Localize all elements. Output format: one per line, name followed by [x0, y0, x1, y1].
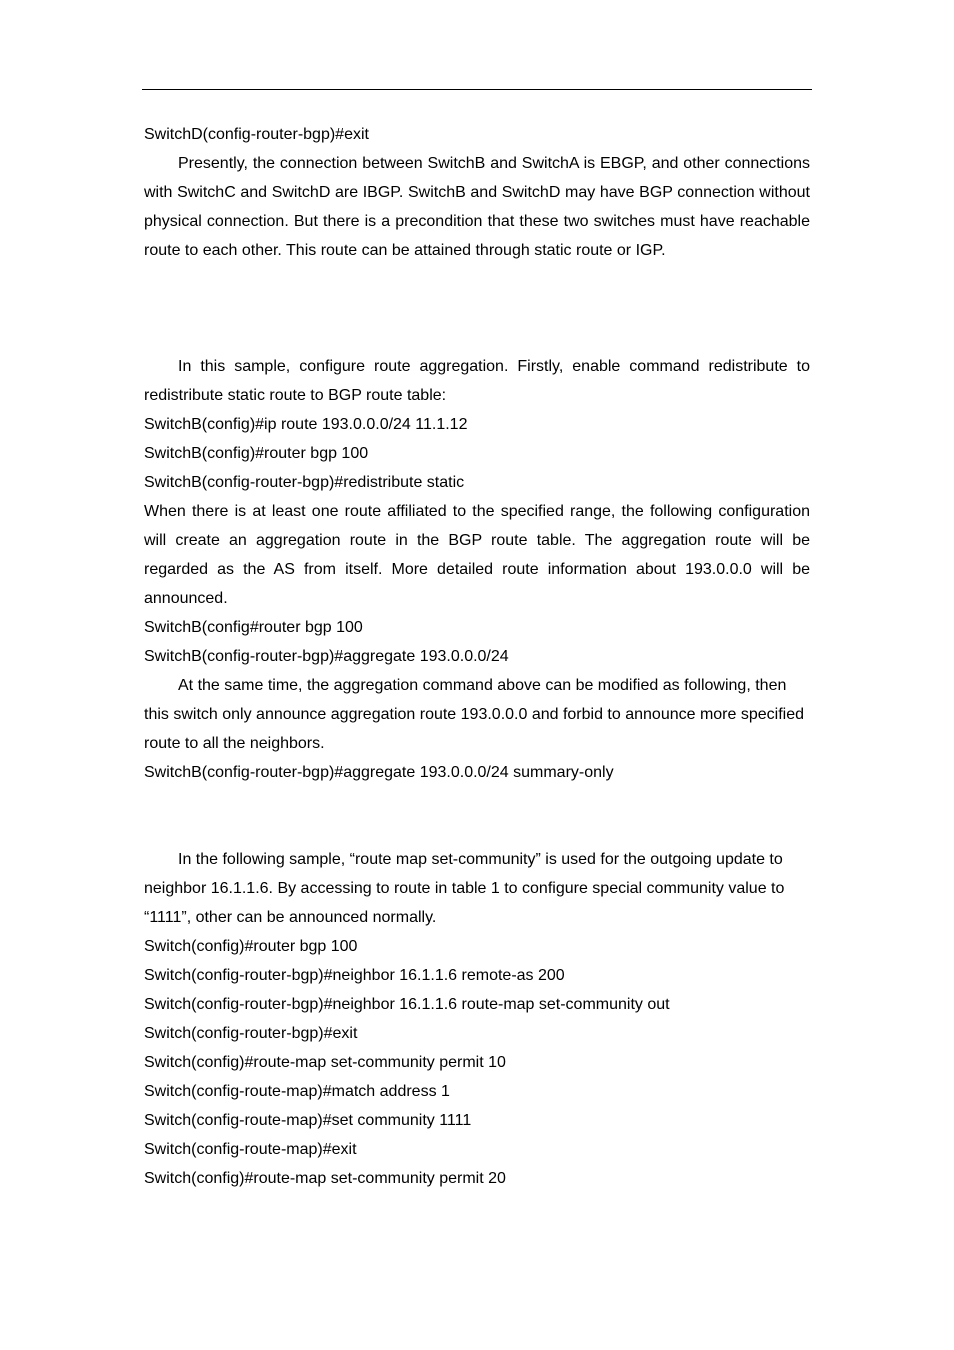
paragraph-bgp-connections: Presently, the connection between SwitchB and SwitchA is EBGP, and other connections with SwitchC and SwitchD are IBGP. SwitchB and SwitchD may have BGP connection without physical connection. But there is a precondition that these two switches must have reachable route to each other. This route can be attained through static route or IGP.: [144, 155, 810, 259]
command-line: SwitchB(config)#router bgp 100: [144, 445, 369, 462]
command-line: SwitchB(config-router-bgp)#aggregate 193.0.0.0/24 summary-only: [144, 764, 614, 781]
paragraph-aggregation-explain: When there is at least one route affiliated to the specified range, the following configuration will create an aggregation route in the BGP route table. The aggregation route will be regarded as the AS from itself. More detailed route information about 193.0.0.0 will be announced.: [144, 503, 810, 607]
command-line: Switch(config-route-map)#match address 1: [144, 1083, 450, 1100]
paragraph-aggregation-intro: In this sample, configure route aggregation. Firstly, enable command redistribute to redistribute static route to BGP route table:: [144, 358, 810, 404]
command-line: Switch(config-route-map)#exit: [144, 1141, 357, 1158]
document-body: [144, 120, 810, 1193]
command-line: SwitchD(config-router-bgp)#exit: [144, 126, 369, 143]
command-line: Switch(config)#router bgp 100: [144, 938, 358, 955]
header-rule: [142, 89, 812, 90]
command-line: Switch(config)#route-map set-community permit 20: [144, 1170, 506, 1187]
paragraph-aggregation-modify: At the same time, the aggregation command above can be modified as following, then this switch only announce aggregation route 193.0.0.0 and forbid to announce more specified route to all the neighbors.: [144, 677, 804, 752]
command-line: SwitchB(config#router bgp 100: [144, 619, 363, 636]
command-line: Switch(config)#route-map set-community permit 10: [144, 1054, 506, 1071]
command-line: Switch(config-router-bgp)#neighbor 16.1.1.6 remote-as 200: [144, 967, 565, 984]
command-line: SwitchB(config-router-bgp)#aggregate 193.0.0.0/24: [144, 648, 509, 665]
command-line: SwitchB(config)#ip route 193.0.0.0/24 11.1.12: [144, 416, 468, 433]
command-line: Switch(config-route-map)#set community 1111: [144, 1112, 472, 1129]
section-gap: [144, 787, 810, 845]
paragraph-community-intro: In the following sample, “route map set-community” is used for the outgoing update to neighbor 16.1.1.6. By accessing to route in table 1 to configure special community value to “1111”, other can be announced normally.: [144, 851, 785, 926]
section-gap: [144, 265, 810, 352]
command-line: Switch(config-router-bgp)#exit: [144, 1025, 358, 1042]
command-line: SwitchB(config-router-bgp)#redistribute static: [144, 474, 465, 491]
command-line: Switch(config-router-bgp)#neighbor 16.1.1.6 route-map set-community out: [144, 996, 670, 1013]
